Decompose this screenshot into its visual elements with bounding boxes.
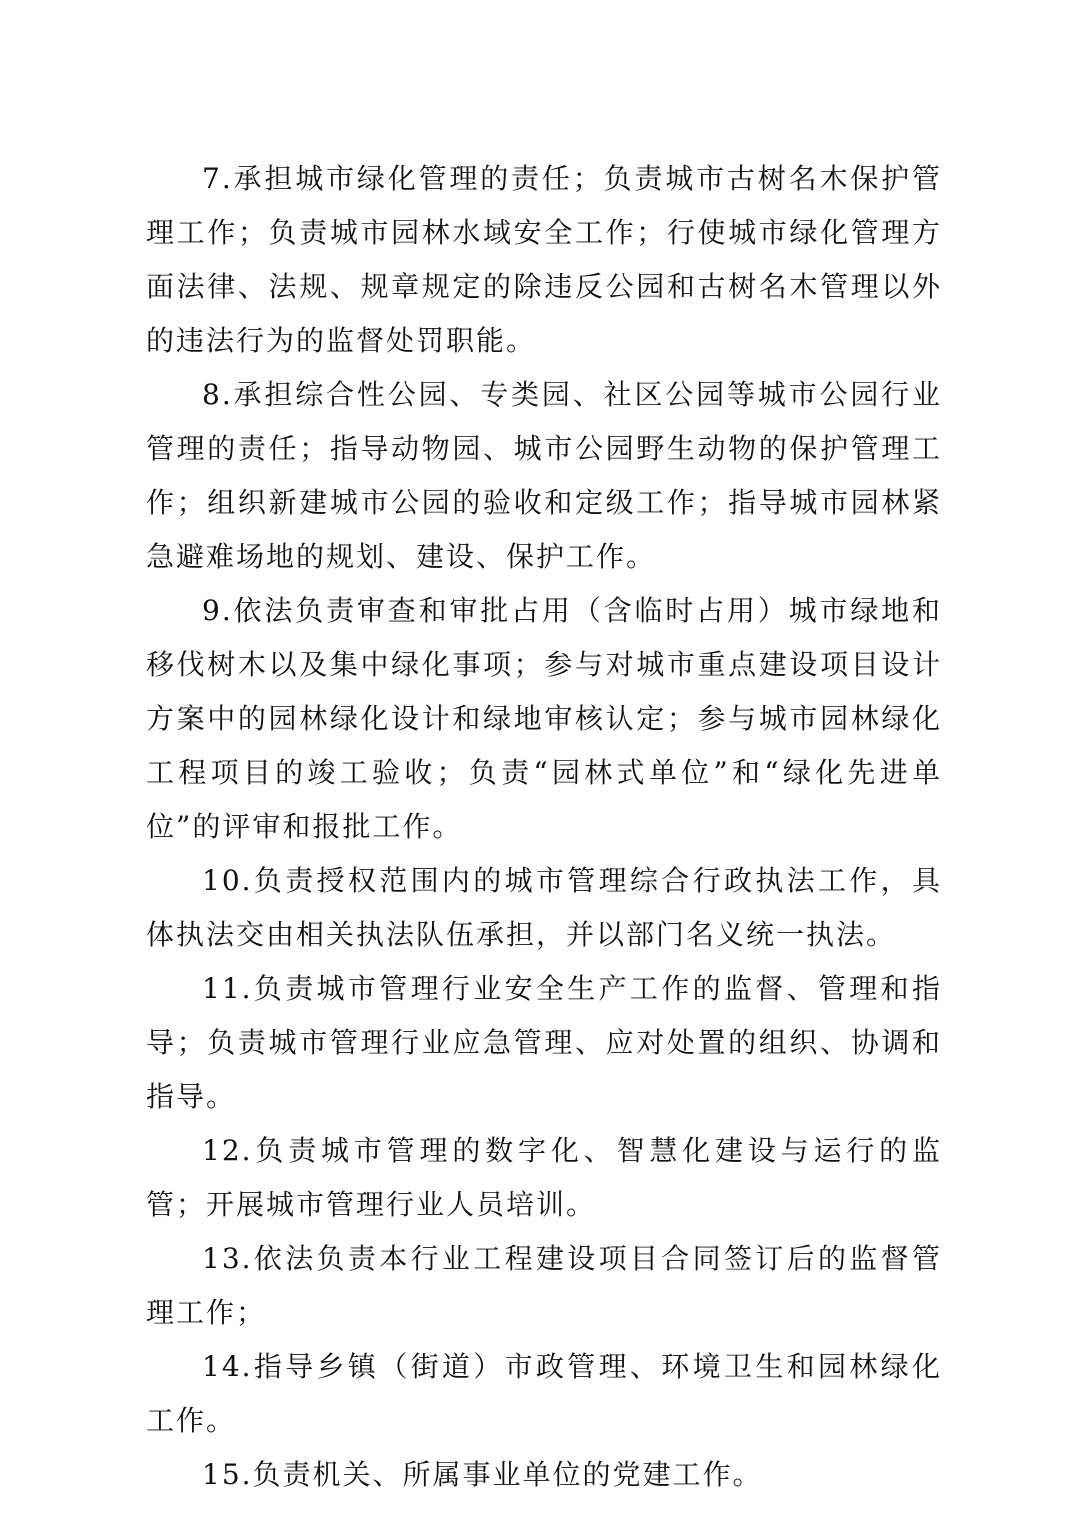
paragraph-item-15: 15.负责机关、所属事业单位的党建工作。 xyxy=(202,1458,763,1491)
paragraph-item-10: 10.负责授权范围内的城市管理综合行政执法工作，具体执法交由相关执法队伍承担，并以部门名义统一执法。 xyxy=(146,864,942,951)
paragraph-item-9: 9.依法负责审查和审批占用（含临时占用）城市绿地和移伐树木以及集中绿化事项；参与对城市重点建设项目设计方案中的园林绿化设计和绿地审核认定；参与城市园林绿化工程项目的竣工验收；负责“园林式单位”和“绿化先进单位”的评审和报批工作。 xyxy=(146,594,942,843)
paragraph-item-12: 12.负责城市管理的数字化、智慧化建设与运行的监管；开展城市管理行业人员培训。 xyxy=(146,1134,942,1221)
paragraph-item-8: 8.承担综合性公园、专类园、社区公园等城市公园行业管理的责任；指导动物园、城市公园野生动物的保护管理工作；组织新建城市公园的验收和定级工作；指导城市园林紧急避难场地的规划、建设、保护工作。 xyxy=(146,378,942,573)
paragraph-item-7: 7.承担城市绿化管理的责任；负责城市古树名木保护管理工作；负责城市园林水域安全工作；行使城市绿化管理方面法律、法规、规章规定的除违反公园和古树名木管理以外的违法行为的监督处罚职能。 xyxy=(146,162,942,357)
document-page xyxy=(146,152,942,1502)
paragraph-item-13: 13.依法负责本行业工程建设项目合同签订后的监督管理工作； xyxy=(146,1242,942,1329)
paragraph-item-11: 11.负责城市管理行业安全生产工作的监督、管理和指导；负责城市管理行业应急管理、应对处置的组织、协调和指导。 xyxy=(146,972,942,1113)
paragraph-item-14: 14.指导乡镇（街道）市政管理、环境卫生和园林绿化工作。 xyxy=(146,1350,942,1437)
